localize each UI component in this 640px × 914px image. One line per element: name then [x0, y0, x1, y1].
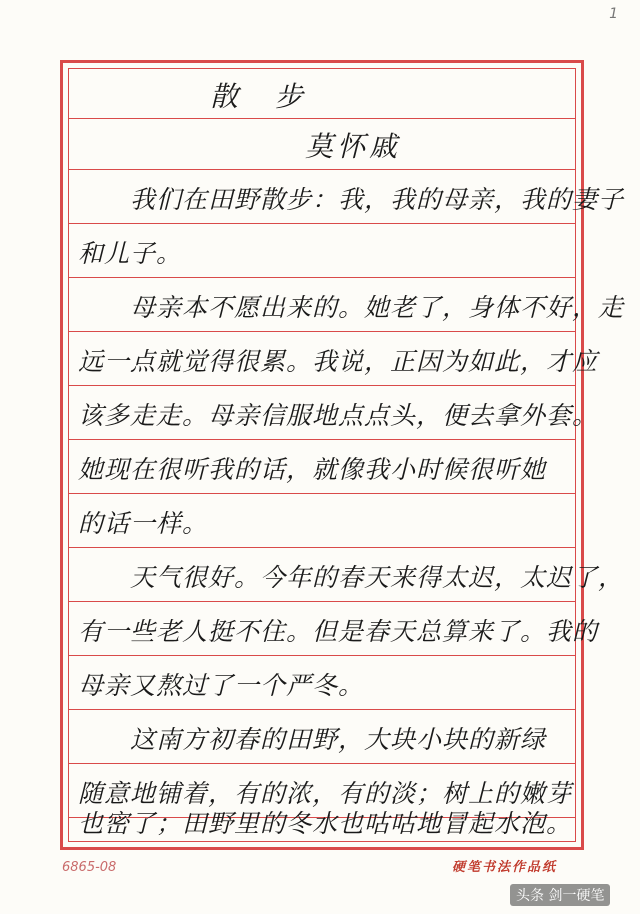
rule-line	[68, 439, 576, 440]
paper-code: 6865-08	[62, 860, 117, 875]
author-name: 莫怀戚	[305, 130, 402, 163]
rule-line	[68, 547, 576, 548]
page-number: 1	[609, 6, 618, 22]
rule-line	[68, 763, 576, 764]
text-line-6: 她现在很听我的话，就像我小时候很听她	[78, 455, 547, 484]
rule-line	[68, 655, 576, 656]
watermark: 头条 剑一硬笔	[510, 884, 610, 906]
text-line-12: 随意地铺着，有的浓，有的淡；树上的嫩芽	[78, 779, 573, 808]
rule-line	[68, 385, 576, 386]
rule-line	[68, 331, 576, 332]
rule-line	[68, 601, 576, 602]
text-line-1: 我们在田野散步：我，我的母亲，我的妻子	[130, 185, 625, 214]
text-line-8: 天气很好。今年的春天来得太迟，太迟了，	[130, 563, 625, 592]
text-line-3: 母亲本不愿出来的。她老了，身体不好，走	[130, 293, 625, 322]
rule-line	[68, 493, 576, 494]
text-line-4: 远一点就觉得很累。我说，正因为如此，才应	[78, 347, 599, 376]
rule-line	[68, 223, 576, 224]
text-line-13: 也密了；田野里的冬水也咕咕地冒起水泡。	[78, 809, 573, 838]
rule-line	[68, 277, 576, 278]
text-line-11: 这南方初春的田野，大块小块的新绿	[130, 725, 547, 754]
text-line-5: 该多走走。母亲信服地点点头，便去拿外套。	[78, 401, 599, 430]
text-line-2: 和儿子。	[78, 239, 183, 268]
paper-brand: 硬笔书法作品纸	[452, 860, 558, 875]
rule-line	[68, 709, 576, 710]
text-line-10: 母亲又熬过了一个严冬。	[78, 671, 365, 700]
page-title: 散 步	[210, 80, 317, 113]
text-line-9: 有一些老人挺不住。但是春天总算来了。我的	[78, 617, 599, 646]
text-line-7: 的话一样。	[78, 509, 209, 538]
